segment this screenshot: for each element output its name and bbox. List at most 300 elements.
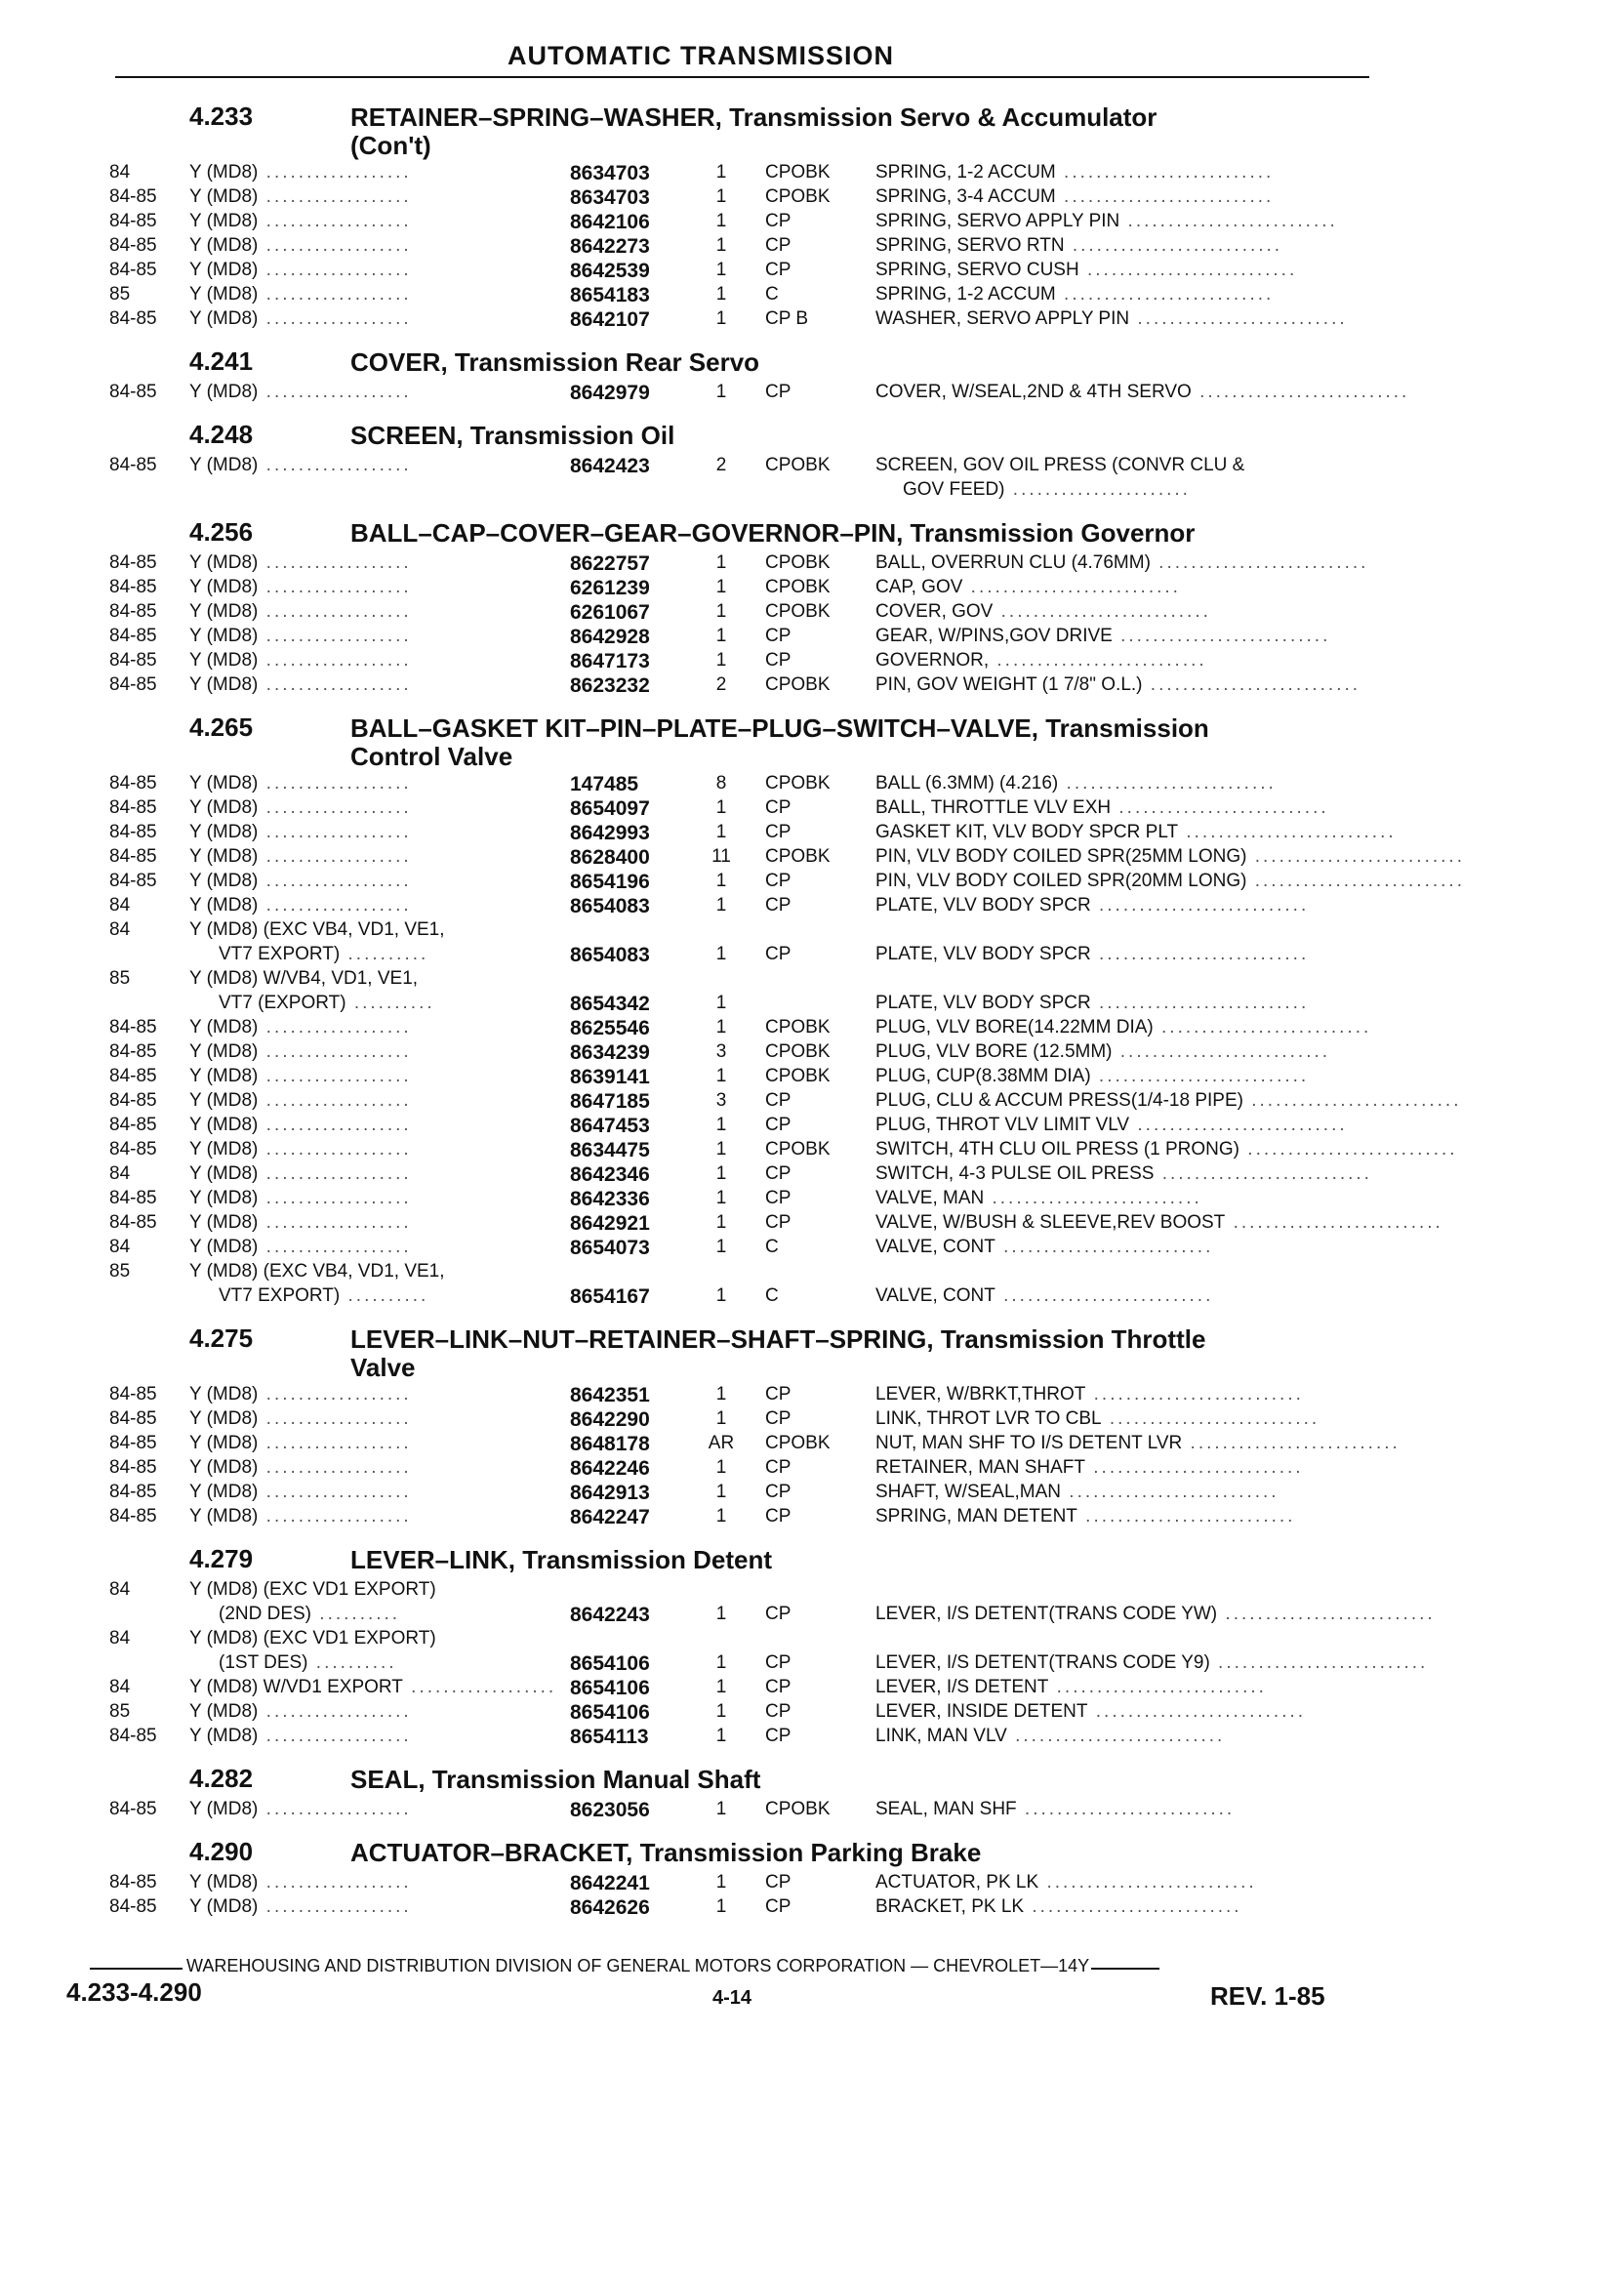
dot-leader: .................. [258,1872,412,1893]
usage-code: CPOBK [765,674,831,695]
quantity: 2 [715,455,727,475]
year-cell: 84-85 [109,552,157,573]
table-row [102,1433,1401,1457]
group-title [350,714,1365,771]
dot-leader: .................. [258,1066,412,1086]
quantity: 1 [715,260,727,280]
quantity: 1 [715,1139,727,1160]
quantity: 1 [715,186,727,207]
year-cell: 84-85 [109,1139,157,1160]
model-line-2 [189,993,502,1017]
usage-code: CP [765,944,792,964]
quantity: 1 [715,235,727,256]
part-number: 8642243 [570,1604,650,1626]
part-number: 8623232 [570,674,650,697]
year-cell: 84-85 [109,773,157,794]
group-header [102,1760,1360,1799]
group-header [102,1320,1360,1384]
table-row [102,1066,1360,1090]
quantity: 1 [715,1506,727,1527]
description-text: WASHER, SERVO APPLY PIN [875,308,1130,329]
group-title-text: LEVER–LINK–NUT–RETAINER–SHAFT–SPRING, Transmission Throttle [350,1324,1206,1354]
description-line [875,1115,1363,1139]
dot-leader: .......................... [1055,284,1275,305]
table-row [102,1506,1360,1530]
dot-leader: .................. [258,577,412,597]
part-number: 8622757 [570,552,650,575]
description-cell [875,284,1363,308]
model-line [189,1066,502,1090]
model-cell [189,211,502,235]
dot-leader: .......................... [1182,1433,1401,1453]
year-cell: 84-85 [109,1433,157,1453]
model-text: Y (MD8) [189,186,259,207]
table-row [102,1726,1360,1750]
dot-leader: .................. [258,601,412,622]
description-text: PLATE, VLV BODY SPCR [875,993,1091,1013]
description-text: SPRING, 3-4 ACCUM [875,186,1056,207]
table-row [102,1017,1372,1041]
model-text: Y (MD8) (EXC VD1 EXPORT) [189,1579,436,1600]
description-cell [875,1285,1363,1310]
footer-text: WAREHOUSING AND DISTRIBUTION DIVISION OF GENERAL MOTORS CORPORATION — CHEVROLET—14Y [186,1956,1090,1975]
description-cell [875,308,1363,333]
description-text: BALL, THROTTLE VLV EXH [875,797,1112,818]
dot-leader: .......................... [1129,308,1348,329]
description-line [875,773,1363,797]
description-cell [875,1726,1363,1750]
year-cell: 84 [109,1237,131,1257]
dot-leader: .......................... [1090,895,1310,916]
dot-leader: .................. [258,895,412,916]
model-line [189,186,502,211]
model-cell [189,1579,502,1628]
year-cell: 84-85 [109,1041,157,1062]
dot-leader: .......................... [1006,1726,1226,1746]
dot-leader: .......................... [1129,1115,1348,1135]
description-text: VALVE, CONT [875,1285,995,1306]
usage-code: CPOBK [765,1139,831,1160]
group-subtitle: (Con't) [350,131,431,160]
model-cell [189,455,502,479]
description-line [875,552,1369,577]
year-cell: 84-85 [109,1408,157,1429]
dot-leader: .......................... [1085,1384,1304,1405]
quantity: 1 [715,552,727,573]
description-line [875,871,1465,895]
description-text: BALL (6.3MM) (4.216) [875,773,1059,794]
dot-leader: .................. [258,1115,412,1135]
model-line [189,1896,502,1921]
description-text: PLUG, CLU & ACCUM PRESS(1/4-18 PIPE) [875,1090,1243,1111]
title-rule [115,76,1369,78]
description-cell [875,1677,1363,1701]
description-cell [875,186,1363,211]
usage-code: CP [765,822,792,842]
description-text: GEAR, W/PINS,GOV DRIVE [875,626,1113,646]
group-title-text: LEVER–LINK, Transmission Detent [350,1545,772,1574]
quantity: 1 [715,1017,727,1038]
part-number: 147485 [570,773,639,795]
quantity: 1 [715,1237,727,1257]
dot-leader: .......................... [1090,1066,1310,1086]
model-line [189,871,502,895]
model-cell [189,1506,502,1530]
table-row [102,186,1360,211]
description-line [875,1139,1458,1163]
description-cell [875,382,1410,406]
description-cell [875,235,1363,260]
model-line [189,1677,557,1701]
description-cell [875,1652,1429,1677]
description-cell [875,650,1363,674]
part-number: 8642106 [570,211,650,233]
usage-code: CP [765,211,792,231]
description-text: NUT, MAN SHF TO I/S DETENT LVR [875,1433,1183,1453]
model-text: Y (MD8) [189,846,259,867]
part-number: 8647173 [570,650,650,672]
usage-code: CP [765,1896,792,1917]
model-line [189,1139,502,1163]
model-text: Y (MD8) [189,1041,259,1062]
description-line [875,822,1397,846]
quantity: 1 [715,1188,727,1208]
year-cell: 84-85 [109,577,157,597]
part-number: 8642979 [570,382,650,404]
model-cell [189,1408,502,1433]
table-row [102,846,1465,871]
model-line [189,1628,502,1652]
dot-leader: .................. [258,162,412,183]
group-code: 4.290 [189,1837,254,1866]
part-number: 8642107 [570,308,650,331]
model-text: Y (MD8) [189,1188,259,1208]
page-range: 4.233-4.290 [66,1977,202,2007]
page-title: AUTOMATIC TRANSMISSION [508,41,894,70]
part-number: 8642247 [570,1506,650,1528]
year-cell: 84-85 [109,1090,157,1111]
table-row [102,1482,1360,1506]
dot-leader: .................. [258,284,412,305]
usage-code: CPOBK [765,846,831,867]
description-cell [875,773,1363,797]
model-line [189,1799,502,1823]
model-text: Y (MD8) (EXC VB4, VD1, VE1, [189,1261,445,1282]
quantity: 1 [715,1604,727,1624]
description-cell [875,260,1363,284]
usage-code: C [765,1285,779,1306]
description-line [875,1652,1429,1677]
year-cell: 84-85 [109,601,157,622]
description-text: VALVE, CONT [875,1237,995,1257]
model-text: Y (MD8) [189,1896,259,1917]
dot-leader: .......................... [1154,1163,1372,1184]
description-line [875,1872,1363,1896]
dot-leader: .................. [258,1896,412,1917]
model-line-2 [189,1652,502,1677]
table-row [102,1872,1360,1896]
model-text: Y (MD8) [189,211,259,231]
description-cell [875,1188,1363,1212]
part-number: 8634703 [570,186,650,209]
group-title-text: COVER, Transmission Rear Servo [350,347,760,377]
dot-leader: .......................... [1246,871,1465,891]
part-number: 8647453 [570,1115,650,1137]
table-row [102,626,1360,650]
description-text: COVER, W/SEAL,2ND & 4TH SERVO [875,382,1192,402]
table-row [102,1628,1429,1677]
description-line [875,1896,1363,1921]
description-text: RETAINER, MAN SHAFT [875,1457,1085,1478]
description-line [875,1701,1363,1726]
model-line [189,1579,502,1604]
year-cell: 84-85 [109,455,157,475]
year-cell: 84-85 [109,1384,157,1405]
usage-code: CP [765,235,792,256]
model-text: Y (MD8) (EXC VD1 EXPORT) [189,1628,436,1649]
model-text-2: (1ST DES) [219,1652,308,1673]
model-line [189,1408,502,1433]
dot-leader: .......................... [995,1285,1214,1306]
description-line [875,993,1363,1017]
dot-leader: .................. [258,1212,412,1233]
group-header [102,1540,1360,1579]
description-cell [875,1090,1462,1115]
year-cell: 84-85 [109,1506,157,1527]
usage-code: C [765,1237,779,1257]
part-number: 8642336 [570,1188,650,1210]
part-number: 8642993 [570,822,650,844]
dot-leader: .......... [311,1604,401,1624]
usage-code: CP [765,1726,792,1746]
description-line [875,601,1363,626]
description-cell [875,1799,1363,1823]
description-text: SPRING, 1-2 ACCUM [875,162,1056,183]
description-text: PLUG, CUP(8.38MM DIA) [875,1066,1091,1086]
description-line [875,944,1363,968]
description-cell [875,1408,1363,1433]
group-title-text: BALL–GASKET KIT–PIN–PLATE–PLUG–SWITCH–VALVE, Transmission [350,713,1209,743]
dot-leader: .......................... [1150,552,1369,573]
description-line [875,1237,1363,1261]
dot-leader: .................. [258,871,412,891]
usage-code: CPOBK [765,455,831,475]
description-line [875,1799,1363,1823]
dot-leader: .................. [258,650,412,671]
model-cell [189,626,502,650]
description-text: LEVER, I/S DETENT(TRANS CODE YW) [875,1604,1218,1624]
model-line [189,797,502,822]
usage-code: CP [765,871,792,891]
dot-leader: .......................... [1016,1799,1236,1819]
group-subtitle: Valve [350,1353,416,1382]
description-text: LEVER, I/S DETENT(TRANS CODE Y9) [875,1652,1210,1673]
model-text: Y (MD8) [189,382,259,402]
dot-leader: .......................... [1142,674,1361,695]
group-title [350,1766,1365,1794]
description-cell [875,1066,1363,1090]
description-text: SPRING, SERVO RTN [875,235,1065,256]
description-cell [875,1139,1458,1163]
model-text: Y (MD8) W/VB4, VD1, VE1, [189,968,419,989]
year-cell: 84-85 [109,1188,157,1208]
year-cell: 84-85 [109,1115,157,1135]
model-text: Y (MD8) [189,1506,259,1527]
usage-code: CP [765,1482,792,1502]
dot-leader: .......................... [984,1188,1202,1208]
model-line [189,1457,502,1482]
dot-leader: .................. [402,1677,557,1697]
table-row [102,1457,1360,1482]
description-text: LEVER, W/BRKT,THROT [875,1384,1086,1405]
dot-leader: .................. [258,797,412,818]
model-text: Y (MD8) [189,1163,259,1184]
model-text: Y (MD8) [189,1701,259,1722]
description-cell [875,1212,1443,1237]
table-row [102,552,1369,577]
group-code: 4.233 [189,102,254,131]
table-row [102,1041,1360,1066]
table-row [102,1212,1443,1237]
model-cell [189,577,502,601]
model-line [189,162,502,186]
quantity: 1 [715,871,727,891]
model-text: Y (MD8) [189,1726,259,1746]
model-cell [189,1163,502,1188]
year-cell: 84 [109,1579,131,1600]
description-line [875,1408,1363,1433]
description-cell [875,162,1363,186]
quantity: 1 [715,1872,727,1893]
description-line-2 [875,479,1363,504]
description-text: SWITCH, 4TH CLU OIL PRESS (1 PRONG) [875,1139,1240,1160]
usage-code: CP [765,1872,792,1893]
description-cell [875,674,1363,699]
description-line [875,1163,1372,1188]
table-row [102,1579,1436,1628]
quantity: 1 [715,1066,727,1086]
model-cell [189,773,502,797]
description-cell [875,626,1363,650]
description-text: SPRING, MAN DETENT [875,1506,1077,1527]
model-line [189,284,502,308]
quantity: 1 [715,1652,727,1673]
description-line [875,1285,1363,1310]
quantity: 2 [715,674,727,695]
quantity: 1 [715,797,727,818]
group-code: 4.275 [189,1323,254,1353]
model-cell [189,1041,502,1066]
table-row [102,455,1360,504]
model-cell [189,871,502,895]
dot-leader: .................. [258,1237,412,1257]
quantity: 1 [715,1163,727,1184]
model-line [189,846,502,871]
model-text: Y (MD8) [189,1872,259,1893]
year-cell: 84-85 [109,1482,157,1502]
model-line [189,1017,502,1041]
dot-leader: .................. [258,1433,412,1453]
description-text-2: GOV FEED) [903,479,1005,500]
model-line-2 [189,1285,502,1310]
dot-leader: .......................... [1058,773,1277,794]
dot-leader: .......................... [1090,944,1310,964]
dot-leader: .................. [258,260,412,280]
description-cell [875,1384,1363,1408]
description-line [875,846,1465,871]
quantity: 1 [715,822,727,842]
part-number: 8642423 [570,455,650,477]
model-text: Y (MD8) [189,1799,259,1819]
quantity: 1 [715,577,727,597]
model-line [189,308,502,333]
year-cell: 84-85 [109,382,157,402]
description-text: SPRING, 1-2 ACCUM [875,284,1056,305]
model-line [189,601,502,626]
description-cell [875,846,1465,871]
model-cell [189,1482,502,1506]
year-cell: 84 [109,919,131,940]
part-number: 8642273 [570,235,650,258]
description-text: COVER, GOV [875,601,994,622]
table-row [102,382,1410,406]
group-title [350,1546,1365,1574]
footer-publisher [90,1956,1159,1976]
model-text: Y (MD8) [189,455,259,475]
dot-leader: .................. [258,1090,412,1111]
description-line [875,1090,1462,1115]
quantity: 1 [715,1896,727,1917]
model-line [189,919,502,944]
model-cell [189,1066,502,1090]
model-line [189,968,502,993]
description-text: LINK, MAN VLV [875,1726,1007,1746]
dot-leader: .......................... [995,1237,1214,1257]
model-text: Y (MD8) [189,162,259,183]
description-line [875,1212,1443,1237]
model-line [189,1482,502,1506]
group-header [102,513,1360,552]
dot-leader: .................. [258,1506,412,1527]
model-cell [189,1799,502,1823]
usage-code: CP [765,1457,792,1478]
model-text: Y (MD8) [189,1482,259,1502]
description-line [875,797,1363,822]
description-text: SPRING, SERVO APPLY PIN [875,211,1120,231]
description-line [875,1457,1363,1482]
dot-leader: .................. [258,626,412,646]
usage-code: CPOBK [765,773,831,794]
model-text-2: VT7 (EXPORT) [219,993,346,1013]
table-row [102,1896,1360,1921]
table-row [102,773,1360,797]
model-text: Y (MD8) [189,552,259,573]
year-cell: 85 [109,1701,131,1722]
year-cell: 84 [109,1677,131,1697]
model-text: Y (MD8) [189,1139,259,1160]
description-cell [875,211,1363,235]
dot-leader: .......................... [1178,822,1397,842]
year-cell: 84-85 [109,211,157,231]
description-text: PLUG, VLV BORE(14.22MM DIA) [875,1017,1154,1038]
table-row [102,822,1397,846]
dot-leader: .......................... [1112,1041,1331,1062]
dot-leader: .................. [258,1041,412,1062]
description-line [875,1677,1363,1701]
usage-code: CP [765,895,792,916]
model-line [189,552,502,577]
model-text: Y (MD8) [189,1066,259,1086]
